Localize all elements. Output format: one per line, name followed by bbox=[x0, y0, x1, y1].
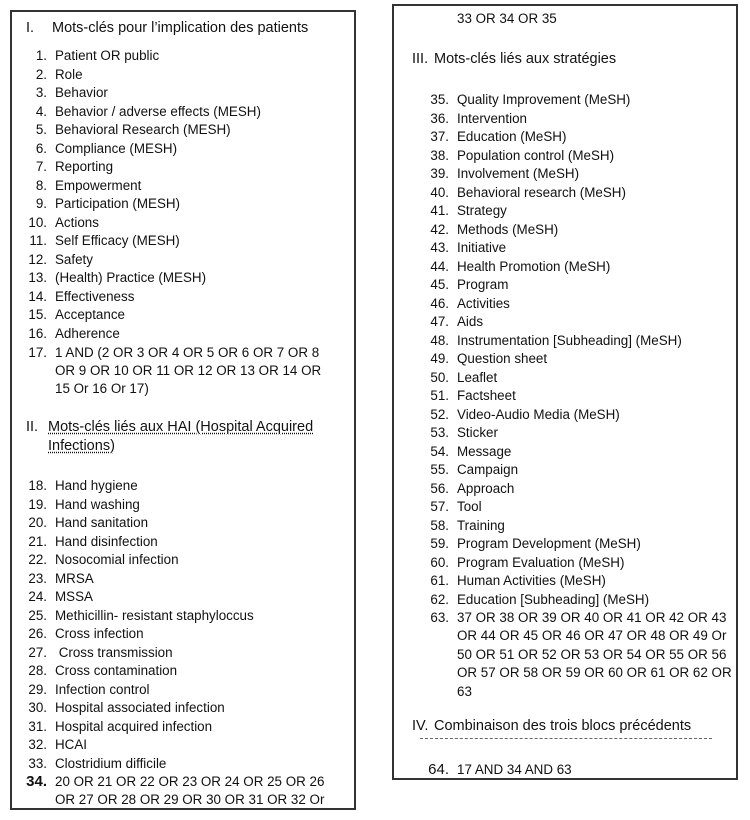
item-number: 38. bbox=[430, 147, 449, 163]
list-item bbox=[422, 184, 626, 203]
section-title: Mots-clés liés aux stratégies bbox=[434, 51, 617, 67]
section-title: Mots-clés liés aux HAI (Hospital Acquired bbox=[48, 419, 314, 435]
item-text: Instrumentation [Subheading] (MeSH) bbox=[457, 332, 682, 348]
item-text: Leaflet bbox=[457, 369, 498, 385]
item-number: 43. bbox=[430, 240, 449, 255]
section-divider bbox=[420, 738, 712, 739]
item-text: Cross infection bbox=[55, 626, 144, 641]
item-number: 13. bbox=[28, 270, 47, 285]
list-item bbox=[20, 325, 120, 344]
item-number: 56. bbox=[430, 480, 449, 496]
list-item bbox=[20, 662, 177, 681]
item-number: 21. bbox=[28, 533, 47, 549]
list-item bbox=[20, 306, 125, 325]
list-item bbox=[20, 288, 134, 307]
list-item bbox=[20, 588, 93, 607]
list-item bbox=[20, 177, 141, 196]
combination-text: 50 OR 51 OR 52 OR 53 OR 54 OR 55 OR 56 bbox=[457, 647, 727, 662]
item-number: 61. bbox=[430, 573, 449, 588]
combination-text: OR 9 OR 10 OR 11 OR 12 OR 13 OR 14 OR bbox=[55, 363, 322, 378]
list-item bbox=[422, 350, 547, 369]
item-text: Approach bbox=[457, 480, 515, 496]
item-text: Program Development (MeSH) bbox=[457, 536, 641, 551]
item-number: 62. bbox=[430, 591, 449, 607]
item-number: 49. bbox=[430, 351, 449, 366]
item-text: Intervention bbox=[457, 110, 527, 126]
item-text: Sticker bbox=[457, 425, 498, 440]
item-text: Involvement (MeSH) bbox=[457, 166, 580, 181]
item-number: 25. bbox=[28, 607, 47, 623]
section-heading-3 bbox=[412, 51, 616, 67]
item-number: 50. bbox=[430, 369, 449, 385]
list-item bbox=[20, 625, 144, 644]
list-item bbox=[422, 554, 624, 573]
section-numeral: III. bbox=[412, 51, 429, 67]
item-number: 18. bbox=[28, 478, 47, 493]
list-item bbox=[422, 239, 506, 258]
item-number: 55. bbox=[430, 462, 449, 477]
item-number: 5. bbox=[35, 122, 47, 137]
list-item bbox=[422, 480, 514, 499]
item-text: Methicillin- resistant staphyloccus bbox=[55, 607, 254, 623]
item-text: Video-Audio Media (MeSH) bbox=[457, 406, 620, 422]
item-text: Population control (MeSH) bbox=[457, 147, 615, 163]
list-item bbox=[20, 644, 173, 663]
item-number: 53. bbox=[430, 425, 449, 440]
item-number: 32. bbox=[28, 737, 47, 752]
list-item bbox=[422, 461, 518, 480]
item-number: 52. bbox=[430, 406, 449, 422]
item-text: Program bbox=[457, 277, 509, 292]
item-text: Cross contamination bbox=[55, 663, 178, 678]
list-item bbox=[20, 195, 180, 214]
combination-text: 15 Or 16 Or 17) bbox=[55, 381, 149, 396]
list-item bbox=[20, 477, 138, 496]
combination-text: OR 57 OR 58 OR 59 OR 60 OR 61 OR 62 OR bbox=[457, 665, 732, 680]
list-item bbox=[422, 221, 558, 240]
item-number: 6. bbox=[35, 140, 47, 156]
item-text: Actions bbox=[55, 214, 99, 230]
list-item bbox=[20, 84, 108, 103]
item-number: 48. bbox=[430, 332, 449, 348]
continuation-text: 33 OR 34 OR 35 bbox=[457, 11, 557, 26]
item-text: Methods (MeSH) bbox=[457, 221, 559, 237]
item-text: Behavior bbox=[55, 85, 108, 100]
combination-text: 20 OR 21 OR 22 OR 23 OR 24 OR 25 OR 26 bbox=[55, 774, 325, 789]
item-number: 63. bbox=[430, 610, 449, 625]
section-numeral: I. bbox=[26, 20, 35, 36]
item-text: Acceptance bbox=[55, 307, 125, 322]
right-panel bbox=[392, 4, 738, 780]
list-item bbox=[20, 214, 99, 233]
list-item bbox=[422, 258, 610, 277]
item-number: 40. bbox=[430, 184, 449, 200]
item-text: Factsheet bbox=[457, 388, 516, 403]
item-number: 37. bbox=[430, 129, 449, 144]
item-text: Hand washing bbox=[55, 496, 140, 512]
item-number: 47. bbox=[430, 314, 449, 329]
combination-row-63 bbox=[422, 609, 726, 628]
item-number: 59. bbox=[430, 536, 449, 551]
item-text: Safety bbox=[55, 251, 93, 267]
item-number: 64. bbox=[428, 761, 449, 778]
item-text: Patient OR public bbox=[55, 48, 160, 63]
item-text: Hand hygiene bbox=[55, 478, 138, 493]
list-item bbox=[20, 232, 180, 251]
list-item bbox=[20, 699, 225, 718]
item-number: 2. bbox=[35, 66, 47, 82]
item-text: Human Activities (MeSH) bbox=[457, 573, 606, 588]
item-text: MSSA bbox=[55, 589, 93, 604]
item-text: Training bbox=[457, 517, 505, 533]
left-panel bbox=[10, 10, 356, 810]
item-number: 51. bbox=[430, 388, 449, 403]
list-item bbox=[422, 165, 579, 184]
section-heading-1 bbox=[26, 20, 308, 36]
item-number: 10. bbox=[28, 214, 47, 230]
item-number: 29. bbox=[28, 681, 47, 697]
item-text: (Health) Practice (MESH) bbox=[55, 270, 207, 285]
item-text: Hand disinfection bbox=[55, 533, 158, 549]
item-text: Program Evaluation (MeSH) bbox=[457, 554, 625, 570]
item-number: 60. bbox=[430, 554, 449, 570]
item-number: 34. bbox=[26, 773, 47, 790]
list-item bbox=[20, 607, 254, 626]
item-number: 17. bbox=[28, 345, 47, 360]
list-item bbox=[20, 103, 261, 122]
item-number: 30. bbox=[28, 700, 47, 715]
item-number: 27. bbox=[28, 644, 47, 660]
item-text: Tool bbox=[457, 499, 482, 514]
list-item bbox=[20, 269, 206, 288]
item-number: 58. bbox=[430, 517, 449, 533]
list-item bbox=[422, 276, 508, 295]
item-number: 23. bbox=[28, 570, 47, 586]
item-number: 1. bbox=[35, 48, 47, 63]
item-text: Question sheet bbox=[457, 351, 548, 366]
item-text: Quality Improvement (MeSH) bbox=[457, 92, 631, 107]
list-item bbox=[422, 443, 511, 462]
item-number: 8. bbox=[35, 177, 47, 193]
combination-row-64 bbox=[422, 761, 572, 780]
item-number: 36. bbox=[430, 110, 449, 126]
item-text: Cross transmission bbox=[55, 644, 173, 660]
list-item bbox=[422, 110, 527, 129]
item-number: 39. bbox=[430, 166, 449, 181]
combination-text: 17 AND 34 AND 63 bbox=[457, 762, 572, 777]
item-text: HCAI bbox=[55, 737, 87, 752]
item-number: 33. bbox=[28, 755, 47, 771]
list-item bbox=[422, 406, 620, 425]
item-text: Role bbox=[55, 66, 83, 82]
item-number: 19. bbox=[28, 496, 47, 512]
combination-text: OR 27 OR 28 OR 29 OR 30 OR 31 OR 32 Or bbox=[55, 792, 325, 807]
list-item bbox=[422, 498, 482, 517]
list-item bbox=[422, 424, 498, 443]
item-number: 45. bbox=[430, 277, 449, 292]
item-text: Behavioral research (MeSH) bbox=[457, 184, 626, 200]
item-text: Health Promotion (MeSH) bbox=[457, 258, 611, 274]
list-item bbox=[422, 535, 641, 554]
combination-text: OR 44 OR 45 OR 46 OR 47 OR 48 OR 49 Or bbox=[457, 628, 727, 643]
list-item bbox=[20, 718, 212, 737]
item-text: Infection control bbox=[55, 681, 150, 697]
item-text: Campaign bbox=[457, 462, 519, 477]
item-number: 28. bbox=[28, 663, 47, 678]
list-item bbox=[422, 147, 614, 166]
list-item bbox=[422, 332, 682, 351]
item-text: Participation (MESH) bbox=[55, 196, 181, 211]
section-heading-4 bbox=[412, 718, 691, 734]
item-text: Effectiveness bbox=[55, 288, 135, 304]
item-number: 15. bbox=[28, 307, 47, 322]
item-text: Compliance (MESH) bbox=[55, 140, 178, 156]
item-number: 26. bbox=[28, 626, 47, 641]
item-text: Adherence bbox=[55, 325, 120, 341]
combination-text: 63 bbox=[457, 684, 472, 699]
item-number: 44. bbox=[430, 258, 449, 274]
item-number: 46. bbox=[430, 295, 449, 311]
list-item bbox=[422, 295, 510, 314]
list-item bbox=[422, 591, 649, 610]
item-text: Activities bbox=[457, 295, 510, 311]
list-item bbox=[20, 140, 177, 159]
list-item bbox=[20, 514, 148, 533]
list-item bbox=[20, 496, 140, 515]
list-item bbox=[20, 533, 158, 552]
list-item bbox=[20, 47, 159, 66]
list-item bbox=[20, 570, 94, 589]
item-number: 41. bbox=[430, 203, 449, 218]
combination-row-17 bbox=[20, 344, 319, 363]
item-text: Behavior / adverse effects (MESH) bbox=[55, 103, 261, 119]
item-number: 12. bbox=[28, 251, 47, 267]
list-item bbox=[422, 91, 630, 110]
list-item bbox=[422, 128, 566, 147]
item-number: 9. bbox=[35, 196, 47, 211]
section-title-continued: Infections) bbox=[48, 438, 115, 454]
list-item bbox=[422, 387, 516, 406]
item-number: 14. bbox=[28, 288, 47, 304]
combination-row-34 bbox=[20, 773, 324, 792]
item-text: Aids bbox=[457, 314, 484, 329]
list-item bbox=[20, 121, 231, 140]
item-text: Self Efficacy (MESH) bbox=[55, 233, 180, 248]
item-number: 7. bbox=[35, 159, 47, 174]
list-item bbox=[20, 66, 83, 85]
section-title: Combinaison des trois blocs précédents bbox=[434, 718, 692, 734]
list-item bbox=[20, 158, 113, 177]
item-number: 16. bbox=[28, 325, 47, 341]
item-number: 42. bbox=[430, 221, 449, 237]
item-text: Nosocomial infection bbox=[55, 552, 179, 567]
item-number: 24. bbox=[28, 589, 47, 604]
item-number: 11. bbox=[29, 233, 47, 248]
section-title: Mots-clés pour l’implication des patients bbox=[52, 20, 309, 36]
item-text: Hospital associated infection bbox=[55, 700, 225, 715]
item-number: 20. bbox=[28, 515, 47, 530]
item-text: Education [Subheading] (MeSH) bbox=[457, 591, 650, 607]
combination-text: 1 AND (2 OR 3 OR 4 OR 5 OR 6 OR 7 OR 8 bbox=[55, 345, 320, 360]
item-number: 3. bbox=[35, 85, 47, 100]
item-number: 35. bbox=[430, 92, 449, 107]
list-item bbox=[20, 736, 87, 755]
item-number: 57. bbox=[430, 499, 449, 514]
item-text: Hospital acquired infection bbox=[55, 718, 213, 734]
list-item bbox=[422, 572, 606, 591]
item-text: Strategy bbox=[457, 203, 507, 218]
item-number: 22. bbox=[28, 552, 47, 567]
item-text: Reporting bbox=[55, 159, 114, 174]
list-item bbox=[422, 313, 483, 332]
item-number: 54. bbox=[430, 443, 449, 459]
section-numeral: II. bbox=[26, 419, 39, 435]
item-text: Initiative bbox=[457, 240, 507, 255]
list-item bbox=[20, 681, 150, 700]
item-number: 4. bbox=[35, 103, 47, 119]
item-text: Education (MeSH) bbox=[457, 129, 567, 144]
list-item bbox=[422, 517, 505, 536]
item-text: Behavioral Research (MESH) bbox=[55, 122, 231, 137]
item-number: 31. bbox=[28, 718, 47, 734]
section-numeral: IV. bbox=[412, 718, 429, 734]
list-item bbox=[422, 369, 497, 388]
list-item bbox=[20, 755, 166, 774]
item-text: Hand sanitation bbox=[55, 515, 149, 530]
combination-text: 37 OR 38 OR 39 OR 40 OR 41 OR 42 OR 43 bbox=[457, 610, 727, 625]
item-text: Clostridium difficile bbox=[55, 755, 167, 771]
item-text: Message bbox=[457, 443, 512, 459]
list-item bbox=[422, 202, 507, 221]
list-item bbox=[20, 251, 93, 270]
item-text: MRSA bbox=[55, 570, 94, 586]
list-item bbox=[20, 551, 179, 570]
item-text: Empowerment bbox=[55, 177, 142, 193]
section-heading-2 bbox=[26, 419, 313, 435]
